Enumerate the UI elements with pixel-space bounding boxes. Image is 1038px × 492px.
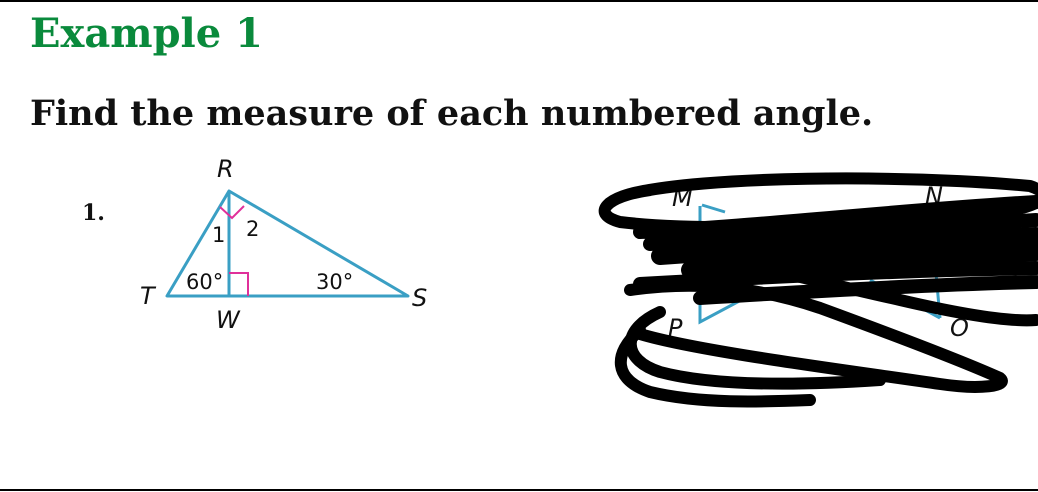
vertex-m-label: M	[672, 184, 693, 212]
problem-number: 1.	[82, 200, 105, 226]
instruction-text: Find the measure of each numbered angle.	[30, 93, 874, 134]
vertex-s-label: S	[412, 284, 428, 312]
angle-1-label: 1	[212, 223, 226, 247]
vertex-n-label: N	[925, 182, 943, 210]
right-angle-mark-r	[220, 206, 244, 218]
vertex-w-label: W	[216, 306, 240, 334]
example-title: Example 1	[30, 10, 263, 57]
right-angle-mark-w	[229, 273, 248, 296]
angle-2-label: 2	[246, 217, 260, 241]
vertex-p-label: P	[668, 314, 683, 342]
scribble-overlay	[605, 178, 1038, 401]
vertex-r-label: R	[217, 155, 234, 183]
vertex-t-label: T	[140, 282, 155, 310]
angle-s-label: 30°	[316, 270, 354, 294]
triangle-figure	[140, 155, 427, 334]
vertex-o-label: O	[950, 314, 969, 342]
edge-mn	[702, 205, 725, 212]
angle-t-label: 60°	[186, 270, 224, 294]
